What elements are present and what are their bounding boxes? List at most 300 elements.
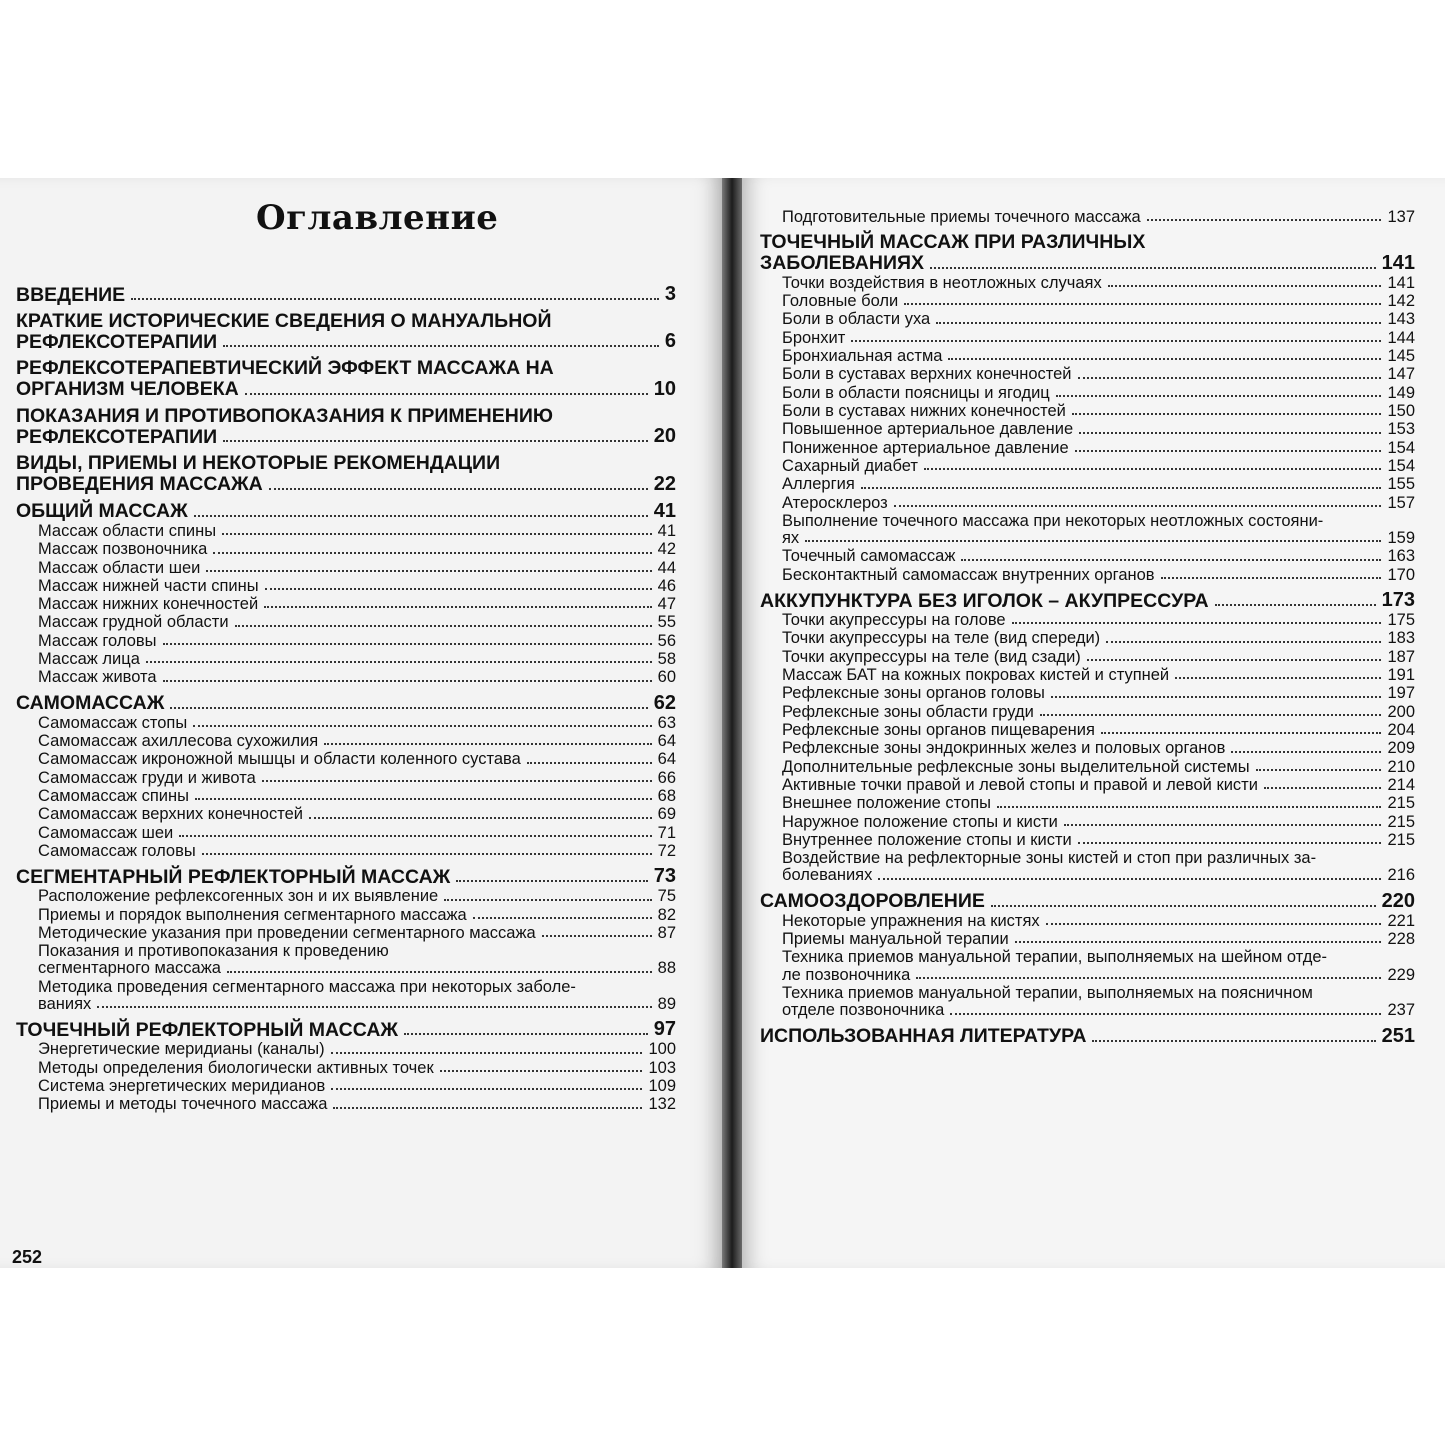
toc-page-number: 155 bbox=[1387, 475, 1415, 494]
toc-subentry bbox=[760, 385, 1415, 402]
dot-leader bbox=[444, 899, 651, 901]
toc-entry-title: Массаж области шеи bbox=[38, 558, 201, 577]
toc-entry-line bbox=[38, 633, 676, 650]
toc-entry-title: Рефлексные зоны эндокринных желез и половых органов bbox=[782, 739, 1226, 758]
toc-entry-line bbox=[782, 348, 1415, 365]
toc-page-number: 72 bbox=[657, 841, 676, 860]
toc-subentry bbox=[760, 458, 1415, 475]
toc-entry-line-continued bbox=[782, 850, 1415, 867]
toc-entry-title: Рефлексные зоны органов головы bbox=[782, 684, 1045, 703]
toc-subentry bbox=[16, 1078, 676, 1095]
toc-entry-title: Показания и противопоказания к проведению bbox=[38, 942, 389, 961]
toc-page-number: 154 bbox=[1387, 438, 1415, 457]
dot-leader bbox=[1106, 641, 1381, 643]
toc-subentry bbox=[760, 814, 1415, 831]
toc-page-number: 137 bbox=[1387, 208, 1415, 226]
toc-entry-title: Массаж грудной области bbox=[38, 613, 229, 632]
toc-entry-line bbox=[38, 596, 676, 613]
toc-entry-title: Массаж области спины bbox=[38, 521, 217, 540]
toc-page-number: 214 bbox=[1387, 775, 1415, 794]
toc-subentry bbox=[16, 925, 676, 942]
toc-entry-title: Точки акупрессуры на теле (вид сзади) bbox=[782, 647, 1081, 666]
dot-leader bbox=[227, 971, 652, 973]
dot-leader bbox=[1231, 751, 1381, 753]
toc-page-number: 73 bbox=[653, 865, 676, 888]
dot-leader bbox=[223, 440, 648, 442]
dot-leader bbox=[331, 1088, 642, 1090]
toc-section-entry bbox=[760, 590, 1415, 611]
toc-page-number: 251 bbox=[1381, 1024, 1415, 1047]
toc-entry-line-continued bbox=[38, 979, 676, 996]
dot-leader bbox=[1256, 769, 1382, 771]
toc-entry-title: Повышенное артериальное давление bbox=[782, 420, 1074, 439]
toc-entry-line bbox=[38, 523, 676, 540]
toc-entry-title: САМООЗДОРОВЛЕНИЕ bbox=[760, 890, 985, 913]
toc-entry-title: Методика проведения сегментарного массажа при некоторых заболе- bbox=[38, 977, 576, 996]
toc-subentry bbox=[760, 931, 1415, 948]
toc-entry-title: Рефлексные зоны области груди bbox=[782, 702, 1034, 721]
toc-page-number: 228 bbox=[1387, 930, 1415, 949]
toc-entry-title: Подготовительные приемы точечного массажа bbox=[782, 208, 1141, 226]
toc-subentry bbox=[16, 669, 676, 686]
toc-page-number: 20 bbox=[653, 425, 676, 448]
toc-page-number: 209 bbox=[1387, 739, 1415, 758]
toc-subentry bbox=[760, 612, 1415, 629]
toc-subentry bbox=[760, 476, 1415, 493]
dot-leader bbox=[324, 743, 651, 745]
toc-entry-line bbox=[782, 366, 1415, 383]
toc-subentry bbox=[760, 209, 1415, 226]
dot-leader bbox=[950, 1013, 1381, 1015]
toc-section-entry bbox=[16, 693, 676, 714]
toc-entry-line bbox=[782, 275, 1415, 292]
toc-subentry bbox=[16, 979, 676, 1014]
toc-entry-title: ле позвоночника bbox=[782, 965, 911, 984]
toc-page-number: 143 bbox=[1387, 310, 1415, 329]
toc-entry-line bbox=[38, 788, 676, 805]
toc-section-entry bbox=[760, 1026, 1415, 1047]
toc-page-number: 100 bbox=[648, 1040, 676, 1059]
toc-entry-line bbox=[38, 770, 676, 787]
toc-subentry bbox=[16, 633, 676, 650]
toc-entry-title: Техника приемов мануальной терапии, выполняемых на поясничном bbox=[782, 984, 1313, 1003]
dot-leader bbox=[269, 488, 648, 490]
toc-page-number: 145 bbox=[1387, 347, 1415, 366]
dot-leader bbox=[265, 588, 652, 590]
toc-subentry bbox=[16, 560, 676, 577]
toc-entry-title: Боли в суставах верхних конечностей bbox=[782, 365, 1072, 384]
dot-leader bbox=[1075, 450, 1382, 452]
toc-subentry bbox=[16, 1041, 676, 1058]
toc-subentry bbox=[16, 651, 676, 668]
toc-entry-title: ПРОВЕДЕНИЯ МАССАЖА bbox=[16, 473, 263, 496]
toc-page-number: 200 bbox=[1387, 702, 1415, 721]
dot-leader bbox=[1215, 604, 1376, 606]
toc-subentry bbox=[16, 806, 676, 823]
toc-page-number: 41 bbox=[657, 521, 676, 540]
toc-entry-line bbox=[38, 1041, 676, 1058]
toc-page-number: 82 bbox=[657, 905, 676, 924]
toc-entry-title: Точки акупрессуры на теле (вид спереди) bbox=[782, 629, 1101, 648]
toc-entry-line bbox=[16, 284, 676, 305]
toc-entry-title: Дополнительные рефлексные зоны выделительной системы bbox=[782, 757, 1250, 776]
toc-entry-line-continued bbox=[782, 949, 1415, 966]
toc-entry-title: Выполнение точечного массажа при некоторых неотложных состояни- bbox=[782, 511, 1324, 530]
toc-entry-line bbox=[782, 209, 1415, 226]
toc-subentry bbox=[16, 943, 676, 978]
toc-subentry bbox=[16, 733, 676, 750]
toc-entry-line bbox=[38, 733, 676, 750]
toc-page-number: 109 bbox=[648, 1077, 676, 1095]
toc-page-number: 68 bbox=[657, 786, 676, 805]
dot-leader bbox=[213, 552, 651, 554]
toc-entry-line bbox=[38, 751, 676, 768]
toc-entry-title: Активные точки правой и левой стопы и правой и левой кисти bbox=[782, 775, 1258, 794]
dot-leader bbox=[542, 935, 652, 937]
dot-leader bbox=[146, 661, 652, 663]
dot-leader bbox=[527, 762, 652, 764]
page-title: Оглавление bbox=[256, 198, 499, 238]
toc-subentry bbox=[16, 888, 676, 905]
toc-entry-title: Пониженное артериальное давление bbox=[782, 438, 1069, 457]
toc-entry-title: Массаж нижних конечностей bbox=[38, 595, 259, 614]
toc-page-number: 210 bbox=[1387, 757, 1415, 776]
toc-subentry bbox=[16, 578, 676, 595]
toc-subentry bbox=[760, 440, 1415, 457]
toc-entry-line bbox=[782, 311, 1415, 328]
dot-leader bbox=[404, 1033, 648, 1035]
toc-entry-line bbox=[16, 501, 676, 522]
toc-entry-title: САМОМАССАЖ bbox=[16, 692, 165, 715]
toc-page-number: 3 bbox=[664, 283, 676, 305]
toc-entry-line bbox=[782, 931, 1415, 948]
toc-page-number: 149 bbox=[1387, 383, 1415, 402]
toc-entry-line bbox=[38, 825, 676, 842]
toc-subentry bbox=[760, 832, 1415, 849]
toc-page-number: 153 bbox=[1387, 420, 1415, 439]
toc-entry-line bbox=[16, 474, 676, 495]
dot-leader bbox=[878, 878, 1381, 880]
toc-entry-line bbox=[16, 331, 676, 352]
dot-leader bbox=[223, 345, 659, 347]
toc-page-number: 87 bbox=[657, 923, 676, 942]
toc-entry-line-continued bbox=[16, 358, 676, 378]
toc-subentry bbox=[760, 293, 1415, 310]
toc-entry-title: Аллергия bbox=[782, 475, 855, 494]
toc-entry-title: Массаж живота bbox=[38, 668, 157, 687]
toc-page-number: 75 bbox=[657, 887, 676, 906]
toc-entry-line bbox=[782, 458, 1415, 475]
dot-leader bbox=[904, 303, 1381, 305]
toc-page-number: 63 bbox=[657, 713, 676, 732]
toc-page-number: 6 bbox=[664, 330, 676, 353]
toc-entry-title: Точки воздействия в неотложных случаях bbox=[782, 273, 1102, 292]
toc-entry-title: Методические указания при проведении сегментарного массажа bbox=[38, 923, 536, 942]
toc-page-number: 147 bbox=[1387, 365, 1415, 384]
toc-page-number: 142 bbox=[1387, 292, 1415, 311]
dot-leader bbox=[245, 393, 648, 395]
toc-entry-title: Бесконтактный самомассаж внутренних органов bbox=[782, 565, 1155, 584]
toc-entry-line bbox=[38, 888, 676, 905]
toc-page-number: 170 bbox=[1387, 565, 1415, 584]
dot-leader bbox=[194, 515, 648, 517]
toc-subentry bbox=[16, 788, 676, 805]
toc-subentry bbox=[760, 330, 1415, 347]
dot-leader bbox=[1087, 659, 1382, 661]
toc-page-number: 159 bbox=[1387, 529, 1415, 548]
dot-leader bbox=[222, 533, 652, 535]
toc-page-number: 89 bbox=[657, 995, 676, 1014]
toc-entry-title: Бронхиальная астма bbox=[782, 347, 943, 366]
dot-leader bbox=[1012, 622, 1382, 624]
toc-entry-title: Боли в области поясницы и ягодиц bbox=[782, 383, 1050, 402]
toc-entry-line bbox=[782, 385, 1415, 402]
left-page bbox=[0, 178, 722, 1268]
toc-entry-title: Головные боли bbox=[782, 292, 899, 311]
toc-page-number: 97 bbox=[653, 1018, 676, 1041]
toc-entry-title: Точки акупрессуры на голове bbox=[782, 611, 1006, 630]
dot-leader bbox=[473, 917, 652, 919]
toc-list-left bbox=[16, 278, 676, 1114]
toc-subentry bbox=[16, 715, 676, 732]
dot-leader bbox=[1056, 395, 1382, 397]
toc-entry-line bbox=[782, 1002, 1415, 1019]
toc-entry-line bbox=[782, 567, 1415, 584]
toc-page-number: 157 bbox=[1387, 493, 1415, 512]
dot-leader bbox=[1040, 714, 1382, 716]
toc-entry-title: Рефлексные зоны органов пищеварения bbox=[782, 720, 1095, 739]
book-spread bbox=[0, 178, 1445, 1268]
toc-entry-line bbox=[760, 891, 1415, 912]
toc-page-number: 163 bbox=[1387, 547, 1415, 566]
toc-page-number: 42 bbox=[657, 540, 676, 559]
dot-leader bbox=[195, 798, 652, 800]
toc-entry-title: Самомассаж икроножной мышцы и области коленного сустава bbox=[38, 750, 521, 769]
toc-page-number: 237 bbox=[1387, 1001, 1415, 1020]
toc-subentry bbox=[760, 421, 1415, 438]
dot-leader bbox=[991, 905, 1376, 907]
toc-page-number: 55 bbox=[657, 613, 676, 632]
toc-entry-line bbox=[38, 578, 676, 595]
toc-subentry bbox=[760, 722, 1415, 739]
toc-entry-title: Приемы и методы точечного массажа bbox=[38, 1095, 328, 1114]
toc-entry-line bbox=[782, 759, 1415, 776]
toc-entry-title: Боли в суставах нижних конечностей bbox=[782, 401, 1066, 420]
toc-entry-title: ВИДЫ, ПРИЕМЫ И НЕКОТОРЫЕ РЕКОМЕНДАЦИИ bbox=[16, 452, 501, 475]
toc-entry-title: ВВЕДЕНИЕ bbox=[16, 283, 126, 306]
toc-entry-line-continued bbox=[782, 985, 1415, 1002]
toc-entry-line-continued bbox=[16, 453, 676, 473]
toc-subentry bbox=[760, 740, 1415, 757]
toc-page-number: 64 bbox=[657, 732, 676, 750]
toc-page-number: 144 bbox=[1387, 328, 1415, 347]
toc-page-number: 56 bbox=[657, 631, 676, 650]
toc-entry-title: Техника приемов мануальной терапии, выполняемых на шейном отде- bbox=[782, 948, 1327, 967]
toc-entry-title: ТОЧЕЧНЫЙ МАССАЖ ПРИ РАЗЛИЧНЫХ bbox=[760, 231, 1146, 254]
dot-leader bbox=[961, 559, 1381, 561]
toc-entry-title: ТОЧЕЧНЫЙ РЕФЛЕКТОРНЫЙ МАССАЖ bbox=[16, 1018, 399, 1041]
toc-page-number: 191 bbox=[1387, 666, 1415, 685]
dot-leader bbox=[936, 322, 1381, 324]
toc-entry-line bbox=[782, 867, 1415, 884]
toc-page-number: 215 bbox=[1387, 830, 1415, 849]
toc-entry-title: Самомассаж спины bbox=[38, 786, 189, 805]
toc-entry-line bbox=[782, 740, 1415, 757]
toc-entry-line bbox=[782, 795, 1415, 812]
toc-entry-title: Методы определения биологически активных точек bbox=[38, 1058, 434, 1077]
toc-subentry bbox=[760, 649, 1415, 666]
toc-subentry bbox=[760, 630, 1415, 647]
toc-entry-title: Сахарный диабет bbox=[782, 456, 918, 475]
dot-leader bbox=[1161, 577, 1382, 579]
toc-subentry bbox=[760, 366, 1415, 383]
toc-entry-line bbox=[38, 651, 676, 668]
right-page bbox=[742, 178, 1445, 1268]
toc-page-number: 22 bbox=[653, 472, 676, 495]
dot-leader bbox=[1101, 732, 1382, 734]
toc-subentry bbox=[16, 907, 676, 924]
toc-subentry bbox=[16, 770, 676, 787]
toc-subentry bbox=[16, 1096, 676, 1113]
toc-entry-title: Приемы мануальной терапии bbox=[782, 930, 1009, 949]
toc-entry-line-continued bbox=[16, 311, 676, 331]
toc-subentry bbox=[16, 614, 676, 631]
dot-leader bbox=[202, 853, 652, 855]
toc-entry-line bbox=[782, 832, 1415, 849]
dot-leader bbox=[1064, 824, 1382, 826]
toc-entry-title: Массаж позвоночника bbox=[38, 540, 208, 559]
toc-section-entry bbox=[16, 284, 676, 305]
toc-entry-title: Система энергетических меридианов bbox=[38, 1077, 326, 1095]
toc-entry-title: РЕФЛЕКСОТЕРАПЕВТИЧЕСКИЙ ЭФФЕКТ МАССАЖА НА bbox=[16, 357, 554, 380]
toc-page-number: 88 bbox=[657, 959, 676, 978]
toc-section-entry bbox=[16, 866, 676, 887]
toc-entry-title: ЗАБОЛЕВАНИЯХ bbox=[760, 252, 924, 275]
toc-entry-line bbox=[38, 907, 676, 924]
toc-subentry bbox=[16, 596, 676, 613]
toc-entry-line bbox=[782, 293, 1415, 310]
toc-subentry bbox=[760, 667, 1415, 684]
toc-entry-title: ях bbox=[782, 529, 800, 548]
toc-subentry bbox=[16, 541, 676, 558]
dot-leader bbox=[1147, 219, 1382, 221]
dot-leader bbox=[440, 1070, 643, 1072]
toc-page-number: 197 bbox=[1387, 684, 1415, 703]
toc-section-entry bbox=[16, 1019, 676, 1040]
dot-leader bbox=[1046, 923, 1382, 925]
toc-entry-line bbox=[38, 669, 676, 686]
toc-page-number: 132 bbox=[648, 1095, 676, 1114]
toc-entry-line bbox=[782, 704, 1415, 721]
toc-page-number: 69 bbox=[657, 805, 676, 824]
toc-entry-line bbox=[16, 866, 676, 887]
toc-subentry bbox=[760, 311, 1415, 328]
dot-leader bbox=[206, 570, 651, 572]
toc-entry-title: отделе позвоночника bbox=[782, 1001, 945, 1020]
toc-entry-title: Массаж нижней части спины bbox=[38, 576, 259, 595]
dot-leader bbox=[97, 1006, 651, 1008]
toc-page-number: 41 bbox=[653, 499, 676, 522]
toc-entry-line bbox=[782, 630, 1415, 647]
toc-entry-title: ИСПОЛЬЗОВАННАЯ ЛИТЕРАТУРА bbox=[760, 1025, 1087, 1048]
toc-page-number: 10 bbox=[653, 377, 676, 400]
toc-page-number: 71 bbox=[657, 823, 676, 842]
toc-entry-line bbox=[782, 548, 1415, 565]
toc-entry-title: Расположение рефлексогенных зон и их выявление bbox=[38, 887, 439, 906]
toc-entry-line bbox=[782, 667, 1415, 684]
toc-subentry bbox=[760, 985, 1415, 1020]
toc-entry-title: КРАТКИЕ ИСТОРИЧЕСКИЕ СВЕДЕНИЯ О МАНУАЛЬНОЙ bbox=[16, 310, 552, 332]
toc-entry-line bbox=[16, 1019, 676, 1040]
toc-entry-line bbox=[782, 530, 1415, 547]
toc-entry-title: Энергетические меридианы (каналы) bbox=[38, 1040, 325, 1059]
toc-entry-line bbox=[38, 843, 676, 860]
toc-subentry bbox=[16, 751, 676, 768]
toc-entry-title: Самомассаж стопы bbox=[38, 713, 188, 732]
dot-leader bbox=[179, 835, 651, 837]
toc-entry-line-continued bbox=[16, 406, 676, 426]
toc-subentry bbox=[760, 567, 1415, 584]
book-gutter bbox=[722, 178, 742, 1268]
toc-entry-line bbox=[38, 560, 676, 577]
toc-page-number: 47 bbox=[657, 595, 676, 614]
toc-entry-line bbox=[38, 996, 676, 1013]
dot-leader bbox=[163, 643, 652, 645]
toc-subentry bbox=[760, 850, 1415, 885]
toc-subentry bbox=[760, 704, 1415, 721]
toc-section-entry bbox=[16, 311, 676, 352]
toc-entry-line bbox=[782, 440, 1415, 457]
toc-page-number: 46 bbox=[657, 576, 676, 595]
toc-page-number: 58 bbox=[657, 650, 676, 669]
toc-subentry bbox=[16, 1060, 676, 1077]
toc-subentry bbox=[760, 513, 1415, 548]
dot-leader bbox=[924, 468, 1382, 470]
toc-page-number: 44 bbox=[657, 558, 676, 577]
page-number: 252 bbox=[12, 1247, 43, 1267]
toc-page-number: 62 bbox=[653, 691, 676, 714]
toc-entry-line-continued bbox=[760, 232, 1415, 252]
toc-list-right bbox=[760, 208, 1415, 1047]
dot-leader bbox=[851, 340, 1381, 342]
toc-entry-title: Самомассаж груди и живота bbox=[38, 768, 256, 787]
dot-leader bbox=[948, 358, 1381, 360]
toc-page-number: 215 bbox=[1387, 812, 1415, 831]
toc-entry-title: ОБЩИЙ МАССАЖ bbox=[16, 500, 188, 523]
dot-leader bbox=[1015, 941, 1382, 943]
dot-leader bbox=[131, 298, 659, 300]
toc-entry-title: ваниях bbox=[38, 995, 92, 1014]
toc-entry-title: Некоторые упражнения на кистях bbox=[782, 911, 1040, 930]
toc-page-number: 187 bbox=[1387, 647, 1415, 666]
toc-page-number: 150 bbox=[1387, 401, 1415, 420]
toc-entry-title: Самомассаж шеи bbox=[38, 823, 174, 842]
toc-entry-title: АККУПУНКТУРА БЕЗ ИГОЛОК – АКУПРЕССУРА bbox=[760, 589, 1209, 612]
dot-leader bbox=[1051, 696, 1382, 698]
toc-subentry bbox=[760, 685, 1415, 702]
toc-page-number: 229 bbox=[1387, 965, 1415, 984]
toc-page-number: 103 bbox=[648, 1058, 676, 1077]
toc-page-number: 141 bbox=[1381, 251, 1415, 274]
toc-subentry bbox=[16, 843, 676, 860]
toc-entry-title: Самомассаж верхних конечностей bbox=[38, 805, 303, 824]
toc-entry-line bbox=[782, 913, 1415, 930]
dot-leader bbox=[163, 680, 652, 682]
toc-entry-title: Внешнее положение стопы bbox=[782, 794, 992, 813]
toc-entry-line bbox=[782, 476, 1415, 493]
dot-leader bbox=[861, 487, 1382, 489]
toc-entry-line bbox=[38, 806, 676, 823]
